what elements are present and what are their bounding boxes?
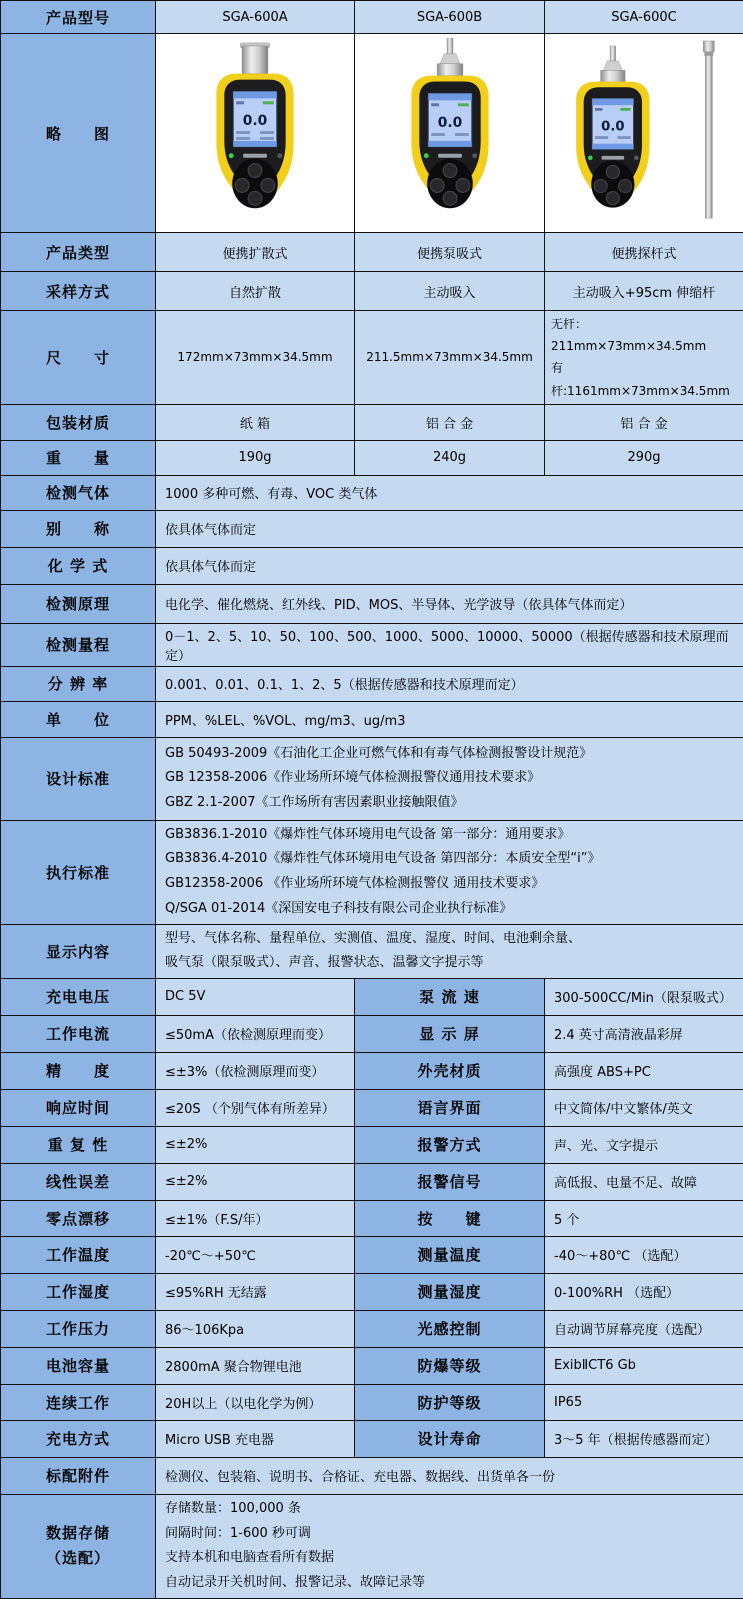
row-working-temp-measure-temp (1, 1236, 743, 1273)
row-alias (1, 510, 743, 547)
keypad-button-right (618, 179, 631, 192)
spec-value: ≤±2% (156, 1163, 355, 1200)
row-label-line: （选配） (7, 1546, 149, 1572)
spec-value: IP65 (545, 1384, 743, 1420)
row-label: 重 量 (1, 440, 156, 475)
spec-value: ≤±1%（F.S/年） (156, 1200, 355, 1236)
keypad-button-up (606, 165, 619, 178)
telescopic-rod-ring (704, 52, 713, 56)
row-battery-explosion-proof (1, 1347, 743, 1384)
screen-battery-icon (263, 101, 274, 104)
keypad-button-left (235, 179, 249, 193)
row-label: 工作湿度 (1, 1273, 156, 1310)
row-working-current-display (1, 1015, 743, 1052)
spec-value: 声、光、文字提示 (545, 1126, 743, 1163)
spec-value: 211.5mm×73mm×34.5mm (355, 311, 545, 405)
row-accuracy-shell-material (1, 1052, 743, 1089)
row-label: 执行标准 (1, 820, 156, 924)
spec-value: 高强度 ABS+PC (545, 1052, 743, 1089)
spec-value: 自动调节屏幕亮度（选配） (545, 1310, 743, 1347)
row-charging-method-design-life (1, 1420, 743, 1457)
spec-value: 290g (545, 440, 743, 475)
spec-value: 2.4 英寸高清液晶彩屏 (545, 1015, 743, 1052)
standard-line: GB 50493-2009《石油化工企业可燃气体和有毒气体检测报警设计规范》 (165, 742, 737, 767)
screen-status-icons (595, 108, 603, 111)
row-zero-drift-buttons (1, 1200, 743, 1236)
keypad-button-right (261, 179, 275, 193)
row-units (1, 701, 743, 737)
row-label: 防爆等级 (355, 1347, 545, 1384)
spec-value: Micro USB 充电器 (156, 1420, 355, 1457)
screen-reading: 0.0 (437, 115, 462, 131)
screen-data-row (260, 137, 274, 140)
spec-value: 0－1、2、5、10、50、100、500、1000、5000、10000、50000（根据传感器和技术原理而定） (156, 623, 743, 666)
device (576, 46, 649, 208)
spec-value: 0-100%RH （选配） (545, 1273, 743, 1310)
model-name-b: SGA-600B (355, 1, 545, 34)
row-label: 工作温度 (1, 1236, 156, 1273)
device-image-sga-600b (355, 34, 545, 233)
keypad-button-right (455, 179, 469, 193)
brand-text (243, 154, 267, 158)
row-detected-gas (1, 475, 743, 510)
model-name-c: SGA-600C (545, 1, 743, 34)
spec-value: 检测仪、包装箱、说明书、合格证、充电器、数据线、出货单各一份 (156, 1457, 743, 1494)
spec-value (545, 311, 743, 405)
row-sampling-method (1, 272, 743, 311)
status-led (229, 153, 234, 158)
spec-value: 86～106Kpa (156, 1310, 355, 1347)
row-sketch (1, 34, 743, 233)
row-label: 防护等级 (355, 1384, 545, 1420)
screen-data-row (454, 133, 468, 136)
row-label: 充电电压 (1, 978, 156, 1015)
row-label: 工作压力 (1, 1310, 156, 1347)
display-content-line: 型号、气体名称、量程单位、实测值、温度、湿度、时间、电池剩余量、 (165, 927, 737, 952)
spec-value: 主动吸入+95cm 伸缩杆 (545, 272, 743, 311)
sensor-cap (601, 70, 625, 81)
spec-value: 0.001、0.01、0.1、1、2、5（根据传感器和技术原理而定） (156, 666, 743, 701)
row-chemical-formula (1, 547, 743, 584)
gas-detector-illustration (185, 38, 325, 228)
spec-value (156, 1494, 743, 1598)
row-label: 重 复 性 (1, 1126, 156, 1163)
row-label: 按 键 (355, 1200, 545, 1236)
row-label: 测量湿度 (355, 1273, 545, 1310)
row-detection-principle (1, 584, 743, 623)
screen-data-row (595, 136, 608, 139)
spec-value: ≤50mA（依检测原理而变） (156, 1015, 355, 1052)
screen-bottom-bar (233, 141, 277, 147)
spec-value: 20H以上（以电化学为例） (156, 1384, 355, 1420)
row-label: 工作电流 (1, 1015, 156, 1052)
telescopic-rod-tip (703, 41, 714, 52)
standard-line: GB12358-2006 《作业场所环境气体检测报警仪 通用技术要求》 (165, 872, 737, 897)
screen-data-row (618, 136, 631, 139)
storage-line: 支持本机和电脑查看所有数据 (165, 1546, 737, 1571)
keypad-button-enter (443, 191, 457, 205)
spec-value: 纸 箱 (156, 404, 355, 440)
row-product-type (1, 233, 743, 272)
row-data-storage (1, 1494, 743, 1598)
power-button-icon (277, 153, 282, 158)
storage-line: 间隔时间：1-600 秒可调 (165, 1522, 737, 1547)
row-label: 外壳材质 (355, 1052, 545, 1089)
row-label: 显示内容 (1, 924, 156, 978)
spec-value: 自然扩散 (156, 272, 355, 311)
row-weight (1, 440, 743, 475)
row-continuous-work-protection-level (1, 1384, 743, 1420)
screen-bottom-bar (592, 144, 633, 150)
keypad-button-left (430, 179, 444, 193)
row-dimensions (1, 311, 743, 405)
row-label: 零点漂移 (1, 1200, 156, 1236)
device-image-sga-600a (156, 34, 355, 233)
pump-probe (610, 46, 616, 61)
row-product-model (1, 1, 743, 34)
spec-value: 高低报、电量不足、故障 (545, 1163, 743, 1200)
gas-detector-illustration (380, 38, 520, 228)
row-label: 报警方式 (355, 1126, 545, 1163)
spec-value: ≤±2% (156, 1126, 355, 1163)
screen-data-row (236, 137, 250, 140)
spec-value: 铝 合 金 (355, 404, 545, 440)
row-label: 报警信号 (355, 1163, 545, 1200)
row-charging-voltage-pump-speed (1, 978, 743, 1015)
row-label: 标配附件 (1, 1457, 156, 1494)
spec-value: ExibⅡCT6 Gb (545, 1347, 743, 1384)
power-button-icon (634, 155, 639, 160)
row-label: 包装材质 (1, 404, 156, 440)
screen-data-row (260, 131, 274, 134)
standard-line: GBZ 2.1-2007《工作场所有害因素职业接触限值》 (165, 791, 737, 816)
row-label: 采样方式 (1, 272, 156, 311)
row-linearity-alarm-signal (1, 1163, 743, 1200)
probe-collar (440, 54, 460, 64)
row-display-content (1, 924, 743, 978)
row-label: 精 度 (1, 1052, 156, 1089)
brand-text (438, 154, 462, 158)
dimension-line: 无杆：211mm×73mm×34.5mm (551, 313, 737, 357)
spec-value: -20℃～+50℃ (156, 1236, 355, 1273)
screen-data-row (236, 131, 250, 134)
storage-line: 自动记录开关机时间、报警记录、故障记录等 (165, 1571, 737, 1596)
spec-value: 依具体气体而定 (156, 547, 743, 584)
standard-line: GB3836.4-2010《爆炸性气体环境用电气设备 第四部分：本质安全型“i”》 (165, 847, 737, 872)
row-label: 电池容量 (1, 1347, 156, 1384)
screen-battery-icon (620, 108, 630, 111)
spec-value: 电化学、催化燃烧、红外线、PID、MOS、半导体、光学波导（依具体气体而定） (156, 584, 743, 623)
screen-title-bar (428, 93, 472, 100)
status-led (588, 155, 593, 160)
spec-value: PPM、%LEL、%VOL、mg/m3、ug/m3 (156, 701, 743, 737)
standard-line: Q/SGA 01-2014《深国安电子科技有限公司企业执行标准》 (165, 897, 737, 922)
spec-value: 5 个 (545, 1200, 743, 1236)
display-content-line: 吸气泵（限泵吸式）、声音、报警状态、温馨文字提示等 (165, 951, 737, 976)
row-label: 单 位 (1, 701, 156, 737)
keypad-button-left (594, 179, 607, 192)
screen-data-row (431, 133, 445, 136)
row-response-time-language (1, 1089, 743, 1126)
keypad-button-enter (248, 191, 262, 205)
row-label: 化 学 式 (1, 547, 156, 584)
row-label: 线性误差 (1, 1163, 156, 1200)
model-name-a: SGA-600A (156, 1, 355, 34)
spec-value: 铝 合 金 (545, 404, 743, 440)
row-label: 设计寿命 (355, 1420, 545, 1457)
standard-line: GB3836.1-2010《爆炸性气体环境用电气设备 第一部分：通用要求》 (165, 823, 737, 848)
row-label: 检测原理 (1, 584, 156, 623)
spec-value: 172mm×73mm×34.5mm (156, 311, 355, 405)
row-label: 设计标准 (1, 737, 156, 820)
row-working-humidity-measure-humidity (1, 1273, 743, 1310)
screen-title-bar (233, 91, 277, 98)
row-label: 检测量程 (1, 623, 156, 666)
row-resolution (1, 666, 743, 701)
keypad-button-enter (606, 192, 619, 205)
row-label: 显 示 屏 (355, 1015, 545, 1052)
spec-value: 240g (355, 440, 545, 475)
row-detection-range (1, 623, 743, 666)
dimension-line: 有杆:1161mm×73mm×34.5mm (551, 357, 737, 401)
row-execution-standards (1, 820, 743, 924)
row-label: 响应时间 (1, 1089, 156, 1126)
row-label (1, 1494, 156, 1598)
gas-detector-with-rod-illustration (554, 38, 734, 228)
pump-probe (447, 38, 453, 54)
row-label: 光感控制 (355, 1310, 545, 1347)
screen-reading: 0.0 (243, 113, 268, 129)
spec-value: ≤95%RH 无结露 (156, 1273, 355, 1310)
screen-battery-icon (457, 103, 468, 106)
spec-value: 1000 多种可燃、有毒、VOC 类气体 (156, 475, 743, 510)
keypad-button-up (248, 164, 262, 178)
row-label: 测量温度 (355, 1236, 545, 1273)
power-button-icon (472, 153, 477, 158)
standard-line: GB 12358-2006《作业场所环境气体检测报警仪通用技术要求》 (165, 766, 737, 791)
spec-value: 便携泵吸式 (355, 233, 545, 272)
row-label: 分 辨 率 (1, 666, 156, 701)
brand-text (602, 156, 625, 160)
telescopic-rod (705, 52, 712, 218)
row-label: 产品类型 (1, 233, 156, 272)
spec-value: 依具体气体而定 (156, 510, 743, 547)
row-label-line: 数据存储 (7, 1521, 149, 1547)
screen-bottom-bar (428, 141, 472, 147)
row-label: 别 称 (1, 510, 156, 547)
spec-value: -40～+80℃ （选配） (545, 1236, 743, 1273)
spec-value (156, 820, 743, 924)
probe-collar (603, 61, 622, 70)
screen-status-icons (431, 103, 439, 106)
sensor-cap (437, 64, 463, 76)
row-packaging-material (1, 404, 743, 440)
row-repeatability-alarm-mode (1, 1126, 743, 1163)
spec-value: ≤20S （个别气体有所差异） (156, 1089, 355, 1126)
row-design-standards (1, 737, 743, 820)
row-label: 语言界面 (355, 1089, 545, 1126)
row-label-product-model: 产品型号 (1, 1, 156, 34)
spec-value: 中文简体/中文繁体/英文 (545, 1089, 743, 1126)
screen-title-bar (592, 99, 633, 106)
spec-value: DC 5V (156, 978, 355, 1015)
row-working-pressure-light-control (1, 1310, 743, 1347)
spec-value: 2800mA 聚合物锂电池 (156, 1347, 355, 1384)
screen-status-icons (236, 101, 244, 104)
spec-value: 3～5 年（根据传感器而定） (545, 1420, 743, 1457)
sensor-cap (242, 46, 268, 74)
spec-value (156, 737, 743, 820)
spec-value: 300-500CC/Min（限泵吸式） (545, 978, 743, 1015)
row-label: 泵 流 速 (355, 978, 545, 1015)
screen-reading: 0.0 (601, 120, 624, 135)
spec-value: 190g (156, 440, 355, 475)
spec-value: 便携探杆式 (545, 233, 743, 272)
row-label: 连续工作 (1, 1384, 156, 1420)
row-label: 尺 寸 (1, 311, 156, 405)
row-label: 充电方式 (1, 1420, 156, 1457)
spec-value: ≤±3%（依检测原理而变） (156, 1052, 355, 1089)
row-label-sketch: 略 图 (1, 34, 156, 233)
spec-value (156, 924, 743, 978)
storage-line: 存储数量：100,000 条 (165, 1497, 737, 1522)
row-label: 检测气体 (1, 475, 156, 510)
row-standard-accessories (1, 1457, 743, 1494)
status-led (423, 153, 428, 158)
spec-value: 便携扩散式 (156, 233, 355, 272)
keypad-button-up (443, 164, 457, 178)
spec-value: 主动吸入 (355, 272, 545, 311)
device-image-sga-600c (545, 34, 743, 233)
